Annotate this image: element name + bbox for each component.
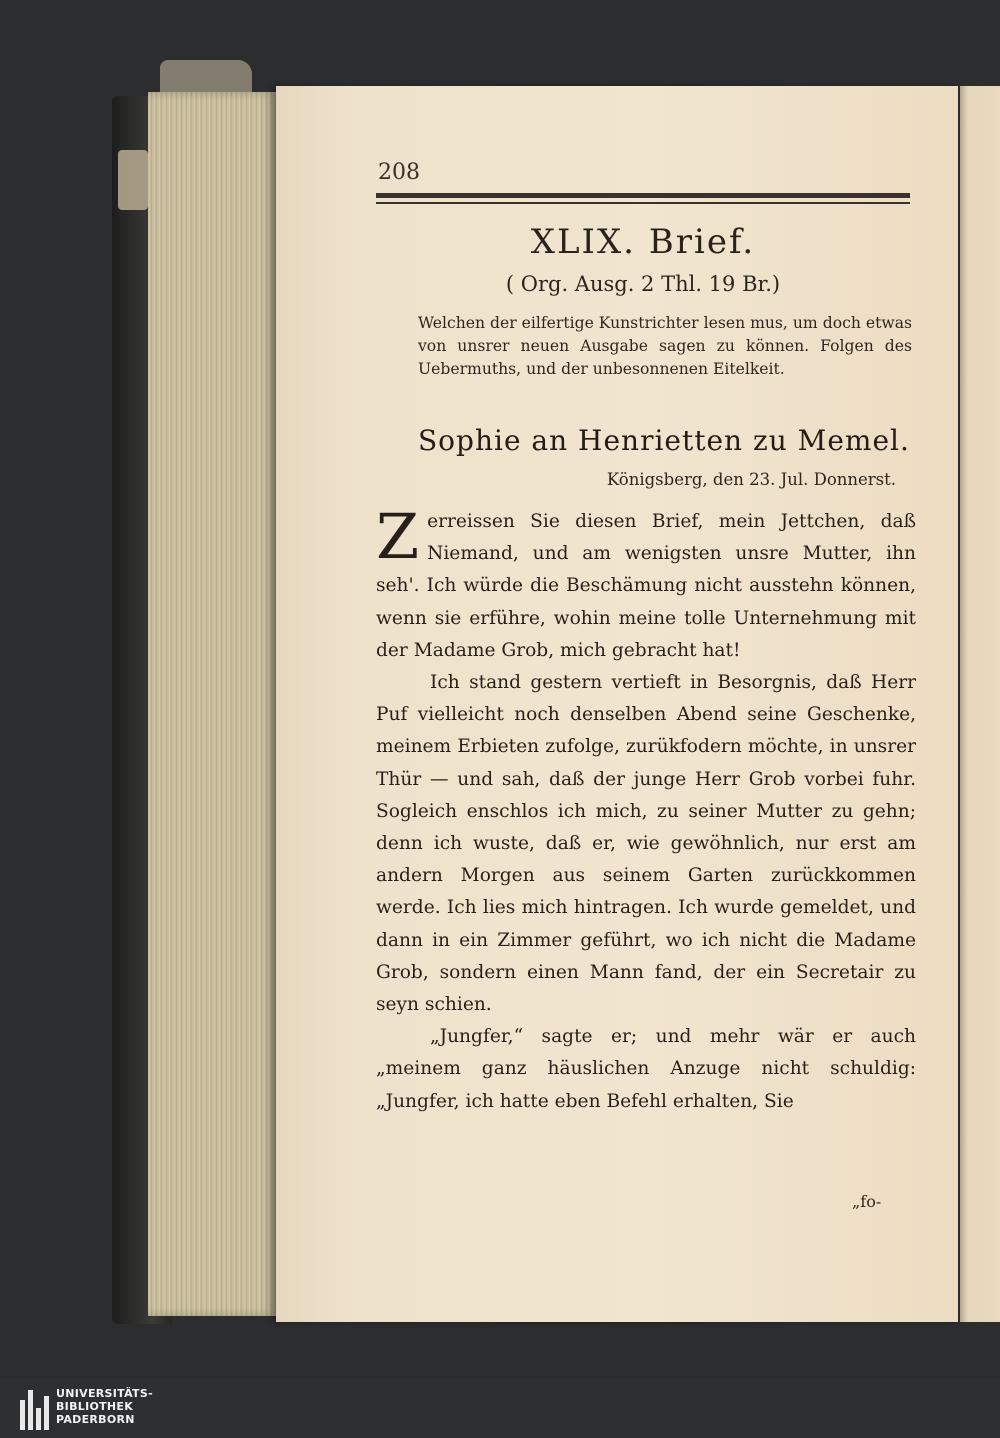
logo-line: UNIVERSITÄTS- (56, 1387, 153, 1400)
header-rule (376, 193, 910, 198)
library-logo-text (56, 1387, 153, 1426)
footer-bar (0, 1378, 1000, 1438)
logo-line: PADERBORN (56, 1413, 135, 1426)
library-logo-icon (20, 1386, 50, 1430)
paragraph: Zerreissen Sie diesen Brief, mein Jettchen, daß Niemand, und am wenigsten unsre Mutter, ihn seh'. Ich würde die Beschämung nicht ausstehn können, wenn sie erführe, wohin meine tolle Unternehmung mit der Madame Grob, mich gebracht hat! (376, 500, 916, 661)
page-number: 208 (378, 160, 420, 185)
letter-heading: Sophie an Henrietten zu Memel. (418, 424, 910, 457)
paragraph: „Jungfer,“ sagte er; und mehr wär er auch „meinem ganz häuslichen Anzuge nicht schuldig: „Jungfer, ich hatte eben Befehl erhalten, Sie (376, 1026, 916, 1112)
next-page-edge (960, 86, 1000, 1322)
catchword: „fo- (852, 1192, 882, 1211)
letter-body (376, 500, 916, 1118)
cover-wear-spot (118, 150, 148, 210)
letter-title: XLIX. Brief. (530, 222, 756, 262)
paragraph: Ich stand gestern vertieft in Besorgnis, daß Herr Puf vielleicht noch denselben Abend seine Geschenke, meinem Erbieten zufolge, zurükfodern möchte, in unsrer Thür — und sah, daß der junge Herr Grob vorbei fuhr. Sogleich enschlos ich mich, zu seiner Mutter zu gehn; denn ich wuste, daß er, wie gewöhnlich, nur erst am andern Morgen aus seinem Garten zurückkommen werde. Ich lies mich hintragen. Ich wurde gemeldet, und dann in ein Zimmer geführt, wo ich nicht die Madame Grob, sondern einen Mann fand, der ein Secretair zu seyn schien. (376, 672, 916, 1016)
original-reference: ( Org. Ausg. 2 Thl. 19 Br.) (505, 272, 781, 296)
place-date-line: Königsberg, den 23. Jul. Donnerst. (606, 470, 896, 489)
page-edges (148, 92, 276, 1316)
logo-line: BIBLIOTHEK (56, 1400, 134, 1413)
header-rule-thin (376, 202, 910, 204)
letter-summary: Welchen der eilfertige Kunstrichter lesen mus, um doch etwas von unsrer neuen Ausgabe sagen zu können. Folgen des Uebermuths, und der unbesonnenen Eitelkeit. (418, 314, 912, 378)
